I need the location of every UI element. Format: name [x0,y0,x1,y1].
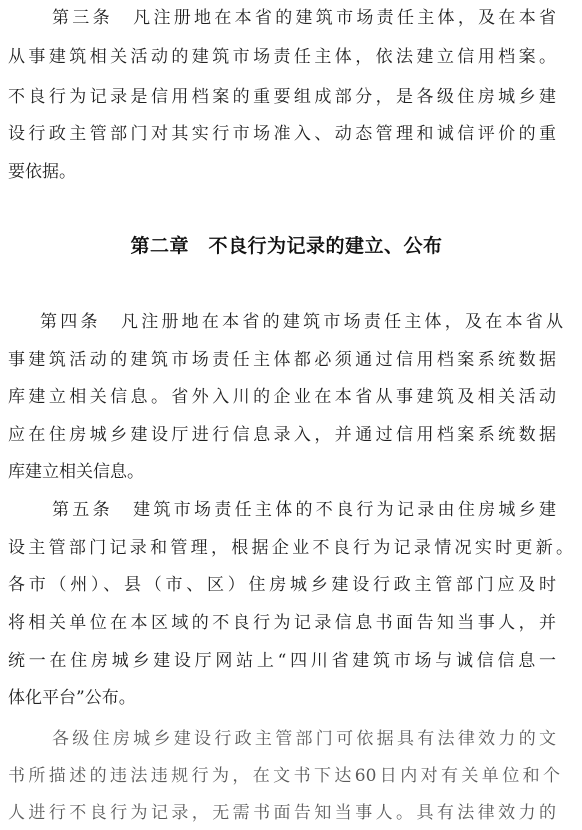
paragraph-line: 各级住房城乡建设行政主管部门可依据具有法律效力的文 [52,729,556,749]
article-5-line: 第五条 建筑市场责任主体的不良行为记录由住房城乡建 [52,500,556,520]
chapter-heading: 第二章 不良行为记录的建立、公布 [130,235,443,257]
article-4-line: 应在住房城乡建设厅进行信息录入，并通过信用档案系统数据 [8,425,556,445]
article-4-line: 第四条 凡注册地在本省的建筑市场责任主体，及在本省从 [40,312,563,332]
article-5-line: 体化平台”公布。 [8,688,136,708]
article-3-line: 从事建筑相关活动的建筑市场责任主体，依法建立信用档案。 [8,47,556,67]
article-5-line: 统一在住房城乡建设厅网站上“四川省建筑市场与诚信信息一 [8,651,556,671]
article-4-line: 事建筑活动的建筑市场责任主体都必须通过信用档案系统数据 [8,350,556,370]
paragraph-line: 书所描述的违法违规行为，在文书下达60日内对有关单位和个 [8,766,560,786]
article-3-line: 要依据。 [8,162,76,182]
article-3-line: 第三条 凡注册地在本省的建筑市场责任主体，及在本省 [52,8,556,28]
article-3-line: 设行政主管部门对其实行市场准入、动态管理和诚信评价的重 [8,124,556,144]
article-4-line: 库建立相关信息。省外入川的企业在本省从事建筑及相关活动 [8,387,556,407]
article-3-line: 不良行为记录是信用档案的重要组成部分，是各级住房城乡建 [8,87,556,107]
article-4-line: 库建立相关信息。 [8,462,144,482]
article-5-line: 将相关单位在本区域的不良行为记录信息书面告知当事人，并 [8,613,556,633]
article-5-line: 设主管部门记录和管理，根据企业不良行为记录情况实时更新。 [8,538,573,558]
article-5-line: 各市（州）、县（市、区）住房城乡建设行政主管部门应及时 [8,575,556,595]
paragraph-line: 人进行不良行为记录，无需书面告知当事人。具有法律效力的 [8,803,556,823]
